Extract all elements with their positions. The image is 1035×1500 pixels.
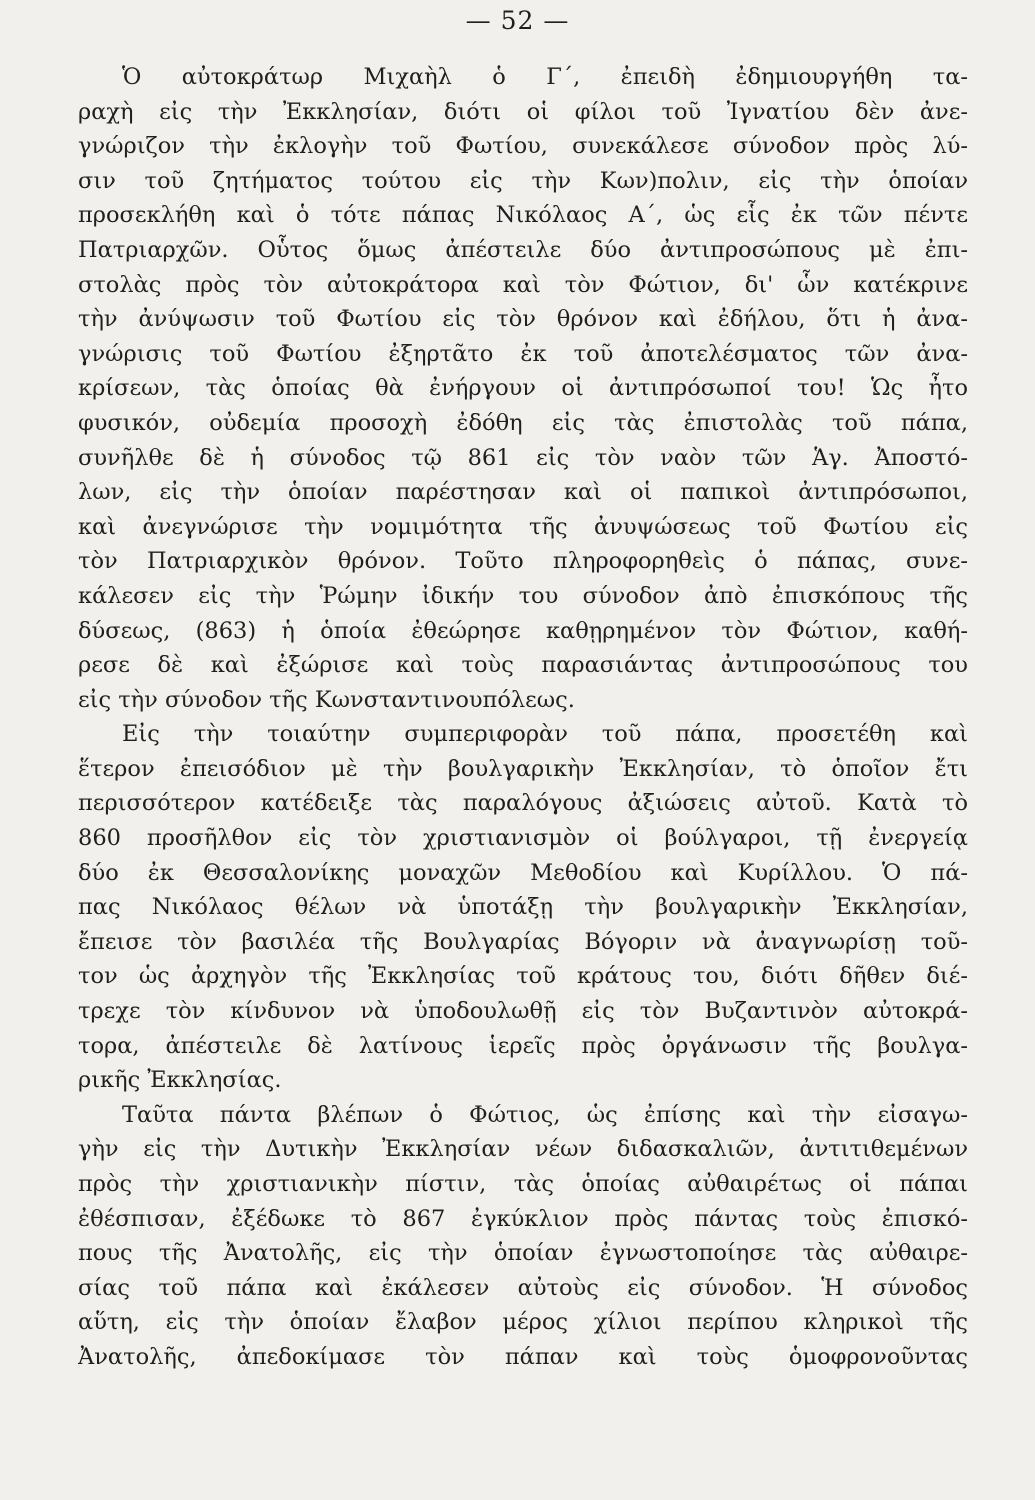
text-line: γὴν εἰς τὴν Δυτικὴν Ἐκκλησίαν νέων διδασκαλιῶν, ἀντιτιθεμένων [78,1136,968,1163]
text-line: αὕτη, εἰς τὴν ὁποίαν ἔλαβον μέρος χίλιοι περίπου κληρικοὶ τῆς [78,1309,968,1336]
text-line: σίας τοῦ πάπα καὶ ἐκάλεσεν αὐτοὺς εἰς σύνοδον. Ἡ σύνοδος [78,1274,968,1301]
text-line: σιν τοῦ ζητήματος τούτου εἰς τὴν Κων)πολιν, εἰς τὴν ὁποίαν [78,167,968,194]
text-line: πρὸς τὴν χριστιανικὴν πίστιν, τὰς ὁποίας αὐθαιρέτως οἱ πάπαι [78,1171,968,1197]
paragraph-2 [78,717,968,1098]
text-line: τορα, ἀπέστειλε δὲ λατίνους ἱερεῖς πρὸς ὀργάνωσιν τῆς βουλγα- [78,1032,968,1059]
page-body [78,60,968,1375]
text-line: γνώριζον τὴν ἐκλογὴν τοῦ Φωτίου, συνεκάλεσε σύνοδον πρὸς λύ- [78,133,968,160]
paragraph-1 [78,60,968,717]
paragraph-3 [78,1098,968,1375]
text-line: ἐθέσπισαν, ἐξέδωκε τὸ 867 ἐγκύκλιον πρὸς πάντας τοὺς ἐπισκό- [78,1205,968,1232]
text-line: 860 προσῆλθον εἰς τὸν χριστιανισμὸν οἱ βούλγαροι, τῇ ἐνεργείᾳ [78,825,968,852]
text-line: λων, εἰς τὴν ὁποίαν παρέστησαν καὶ οἱ παπικοὶ ἀντιπρόσωποι, [78,479,968,506]
text-line: καὶ ἀνεγνώρισε τὴν νομιμότητα τῆς ἀνυψώσεως τοῦ Φωτίου εἰς [78,513,968,540]
text-line: Εἰς τὴν τοιαύτην συμπεριφορὰν τοῦ πάπα, προσετέθη καὶ [122,721,968,748]
text-line: περισσότερον κατέδειξε τὰς παραλόγους ἀξιώσεις αὐτοῦ. Κατὰ τὸ [78,790,968,817]
text-line: ραχὴ εἰς τὴν Ἐκκλησίαν, διότι οἱ φίλοι τοῦ Ἰγνατίου δὲν ἀνε- [78,98,968,125]
text-line: τὴν ἀνύψωσιν τοῦ Φωτίου εἰς τὸν θρόνον καὶ ἐδήλου, ὅτι ἡ ἀνα- [78,306,968,333]
text-line: Ὁ αὐτοκράτωρ Μιχαὴλ ὁ Γ΄, ἐπειδὴ ἐδημιουργήθη τα- [122,64,968,90]
text-line: ἔπεισε τὸν βασιλέα τῆς Βουλγαρίας Βόγοριν νὰ ἀναγνωρίσῃ τοῦ- [78,928,968,955]
text-line: τον ὡς ἀρχηγὸν τῆς Ἐκκλησίας τοῦ κράτους του, διότι δῆθεν διέ- [78,963,968,990]
text-line: κρίσεων, τὰς ὁποίας θὰ ἐνήργουν οἱ ἀντιπρόσωποί του! Ὡς ἦτο [78,375,968,402]
text-line: στολὰς πρὸς τὸν αὐτοκράτορα καὶ τὸν Φώτιον, δι' ὧν κατέκρινε [78,271,968,298]
text-line: δύσεως, (863) ἡ ὁποία ἐθεώρησε καθῃρημένον τὸν Φώτιον, καθή- [78,617,968,644]
text-line: πους τῆς Ἀνατολῆς, εἰς τὴν ὁποίαν ἐγνωστοποίησε τὰς αὐθαιρε- [78,1240,968,1267]
text-line: συνῆλθε δὲ ἡ σύνοδος τῷ 861 εἰς τὸν ναὸν τῶν Ἁγ. Ἀποστό- [78,444,968,471]
text-line: προσεκλήθη καὶ ὁ τότε πάπας Νικόλαος Α΄, ὡς εἷς ἐκ τῶν πέντε [78,202,968,229]
text-line: πας Νικόλαος θέλων νὰ ὑποτάξῃ τὴν βουλγαρικὴν Ἐκκλησίαν, [78,894,968,921]
text-line: τρεχε τὸν κίνδυνον νὰ ὑποδουλωθῇ εἰς τὸν Βυζαντινὸν αὐτοκρά- [78,998,968,1025]
page-number: — 52 — [465,6,570,35]
text-line: Ταῦτα πάντα βλέπων ὁ Φώτιος, ὡς ἐπίσης καὶ τὴν εἰσαγω- [122,1101,968,1128]
text-line: δύο ἐκ Θεσσαλονίκης μοναχῶν Μεθοδίου καὶ Κυρίλλου. Ὁ πά- [78,859,968,886]
text-line: ρικῆς Ἐκκλησίας. [78,1067,282,1094]
text-line: φυσικόν, οὐδεμία προσοχὴ ἐδόθη εἰς τὰς ἐπιστολὰς τοῦ πάπα, [78,409,968,436]
text-line: Πατριαρχῶν. Οὗτος ὅμως ἀπέστειλε δύο ἀντιπροσώπους μὲ ἐπι- [78,236,968,263]
text-line: Ἀνατολῆς, ἀπεδοκίμασε τὸν πάπαν καὶ τοὺς ὁμοφρονοῦντας [78,1343,968,1370]
text-line: τὸν Πατριαρχικὸν θρόνον. Τοῦτο πληροφορηθεὶς ὁ πάπας, συνε- [78,548,968,575]
text-line: γνώρισις τοῦ Φωτίου ἐξηρτᾶτο ἐκ τοῦ ἀποτελέσματος τῶν ἀνα- [78,340,968,367]
text-line: εἰς τὴν σύνοδον τῆς Κωνσταντινουπόλεως. [78,686,575,713]
text-line: ρεσε δὲ καὶ ἐξώρισε καὶ τοὺς παρασιάντας ἀντιπροσώπους του [78,652,968,679]
text-line: κάλεσεν εἰς τὴν Ῥώμην ἰδικήν του σύνοδον ἀπὸ ἐπισκόπους τῆς [78,582,968,609]
text-line: ἕτερον ἐπεισόδιον μὲ τὴν βουλγαρικὴν Ἐκκλησίαν, τὸ ὁποῖον ἔτι [78,755,968,782]
